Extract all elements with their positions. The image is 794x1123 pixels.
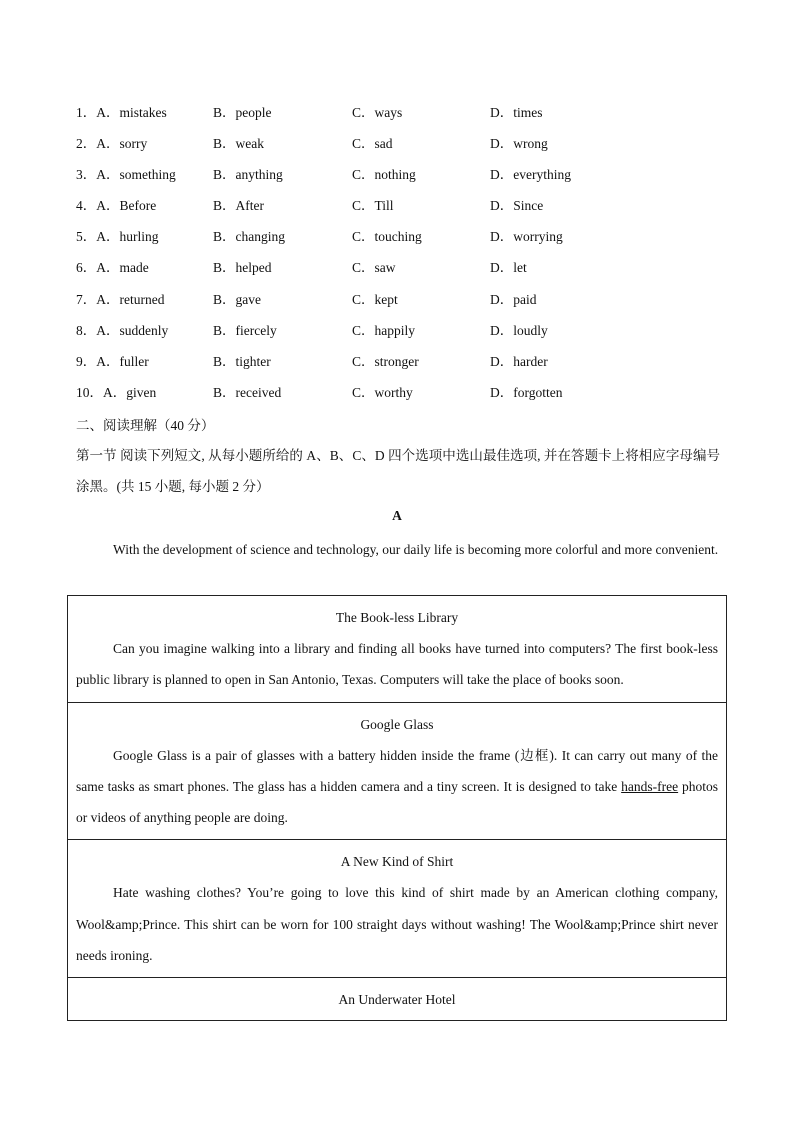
cell-title: A New Kind of Shirt bbox=[340, 854, 454, 870]
option-d: D．Since bbox=[490, 198, 544, 214]
cell-body: Can you imagine walking into a library and finding all books have turned into computers? The first book-less public library is planned to open in San Antonio, Texas. Computers will take the place of books soon. bbox=[76, 641, 718, 688]
option-b: B．received bbox=[213, 384, 282, 400]
option-row bbox=[76, 284, 716, 315]
option-row bbox=[76, 252, 716, 283]
option-row bbox=[76, 190, 716, 221]
option-c: C．sad bbox=[352, 136, 393, 152]
option-b: B．anything bbox=[213, 167, 283, 183]
option-c: C．ways bbox=[352, 105, 403, 120]
option-d: D．loudly bbox=[490, 322, 548, 338]
option-b: B．people bbox=[213, 105, 272, 120]
option-a: 3．A．something bbox=[76, 167, 176, 183]
option-b: B．fiercely bbox=[213, 322, 277, 338]
option-a: 1．A．mistakes bbox=[76, 105, 167, 120]
underlined-word: hands-free bbox=[621, 778, 679, 794]
option-b: B．helped bbox=[213, 260, 272, 276]
option-c: C．stronger bbox=[352, 353, 419, 369]
option-b: B．After bbox=[213, 198, 264, 214]
option-b: B．changing bbox=[213, 229, 285, 245]
option-a: 6．A．made bbox=[76, 260, 149, 276]
option-a: 2．A．sorry bbox=[76, 136, 148, 152]
option-d: D．wrong bbox=[490, 136, 548, 152]
option-a: 10．A．given bbox=[76, 384, 157, 400]
option-row bbox=[76, 97, 716, 128]
option-c: C．touching bbox=[352, 229, 422, 245]
option-c: C．happily bbox=[352, 322, 415, 338]
option-row bbox=[76, 159, 716, 190]
option-d: D．forgotten bbox=[490, 384, 563, 400]
option-c: C．worthy bbox=[352, 384, 413, 400]
option-d: D．harder bbox=[490, 353, 548, 369]
option-a: 8．A．suddenly bbox=[76, 322, 169, 338]
option-c: C．Till bbox=[352, 198, 394, 214]
option-c: C．kept bbox=[352, 291, 398, 307]
cell-body: Hate washing clothes? You’re going to love this kind of shirt made by an American clothing company, Wool&amp;Prince. This shirt can be worn for 100 straight days without washing! The Wool&amp;Prince shirt never needs ironing. bbox=[76, 885, 718, 964]
option-d: D．let bbox=[490, 260, 527, 276]
option-a: 7．A．returned bbox=[76, 291, 165, 307]
option-a: 9．A．fuller bbox=[76, 353, 149, 369]
passage-intro: With the development of science and technology, our daily life is becoming more colorful and more convenient. bbox=[113, 542, 719, 557]
option-a: 5．A．hurling bbox=[76, 229, 159, 245]
passage-table bbox=[67, 595, 727, 1021]
body-text: photos or videos of anything people are doing. bbox=[76, 778, 718, 826]
cell-title: Google Glass bbox=[360, 716, 434, 732]
option-b: B．tighter bbox=[213, 353, 271, 369]
option-d: D．worrying bbox=[490, 229, 563, 245]
option-d: D．times bbox=[490, 105, 543, 120]
option-d: D．paid bbox=[490, 291, 537, 307]
body-text: Google Glass is a pair of glasses with a battery hidden inside the frame (边框). It can carry out many of the same tasks as smart phones. The glass has a hidden camera and a tiny screen. It is designed to take bbox=[76, 747, 718, 794]
option-d: D．everything bbox=[490, 167, 571, 183]
option-c: C．nothing bbox=[352, 167, 416, 183]
table-cell-shirt bbox=[68, 839, 726, 977]
option-row bbox=[76, 315, 716, 346]
option-row bbox=[76, 221, 716, 252]
passage-label: A bbox=[392, 508, 402, 523]
option-row bbox=[76, 377, 716, 408]
table-cell-hotel bbox=[68, 977, 726, 1020]
cell-title: An Underwater Hotel bbox=[338, 992, 456, 1008]
option-row bbox=[76, 346, 716, 377]
option-b: B．gave bbox=[213, 291, 261, 307]
cell-body bbox=[76, 740, 718, 834]
table-cell-library bbox=[68, 596, 726, 702]
option-b: B．weak bbox=[213, 136, 264, 152]
table-cell-glass bbox=[68, 702, 726, 840]
section-heading: 二、阅读理解（40 分） bbox=[76, 418, 215, 433]
section-instructions: 第一节 阅读下列短文, 从每小题所给的 A、B、C、D 四个选项中选山最佳选项, 并在答题卡上将相应字母编号涂黑。(共 15 小题, 每小题 2 分） bbox=[76, 448, 720, 494]
option-row bbox=[76, 128, 716, 159]
cloze-options bbox=[76, 97, 716, 408]
option-c: C．saw bbox=[352, 260, 396, 276]
option-a: 4．A．Before bbox=[76, 198, 157, 214]
cell-title: The Book-less Library bbox=[335, 610, 459, 625]
